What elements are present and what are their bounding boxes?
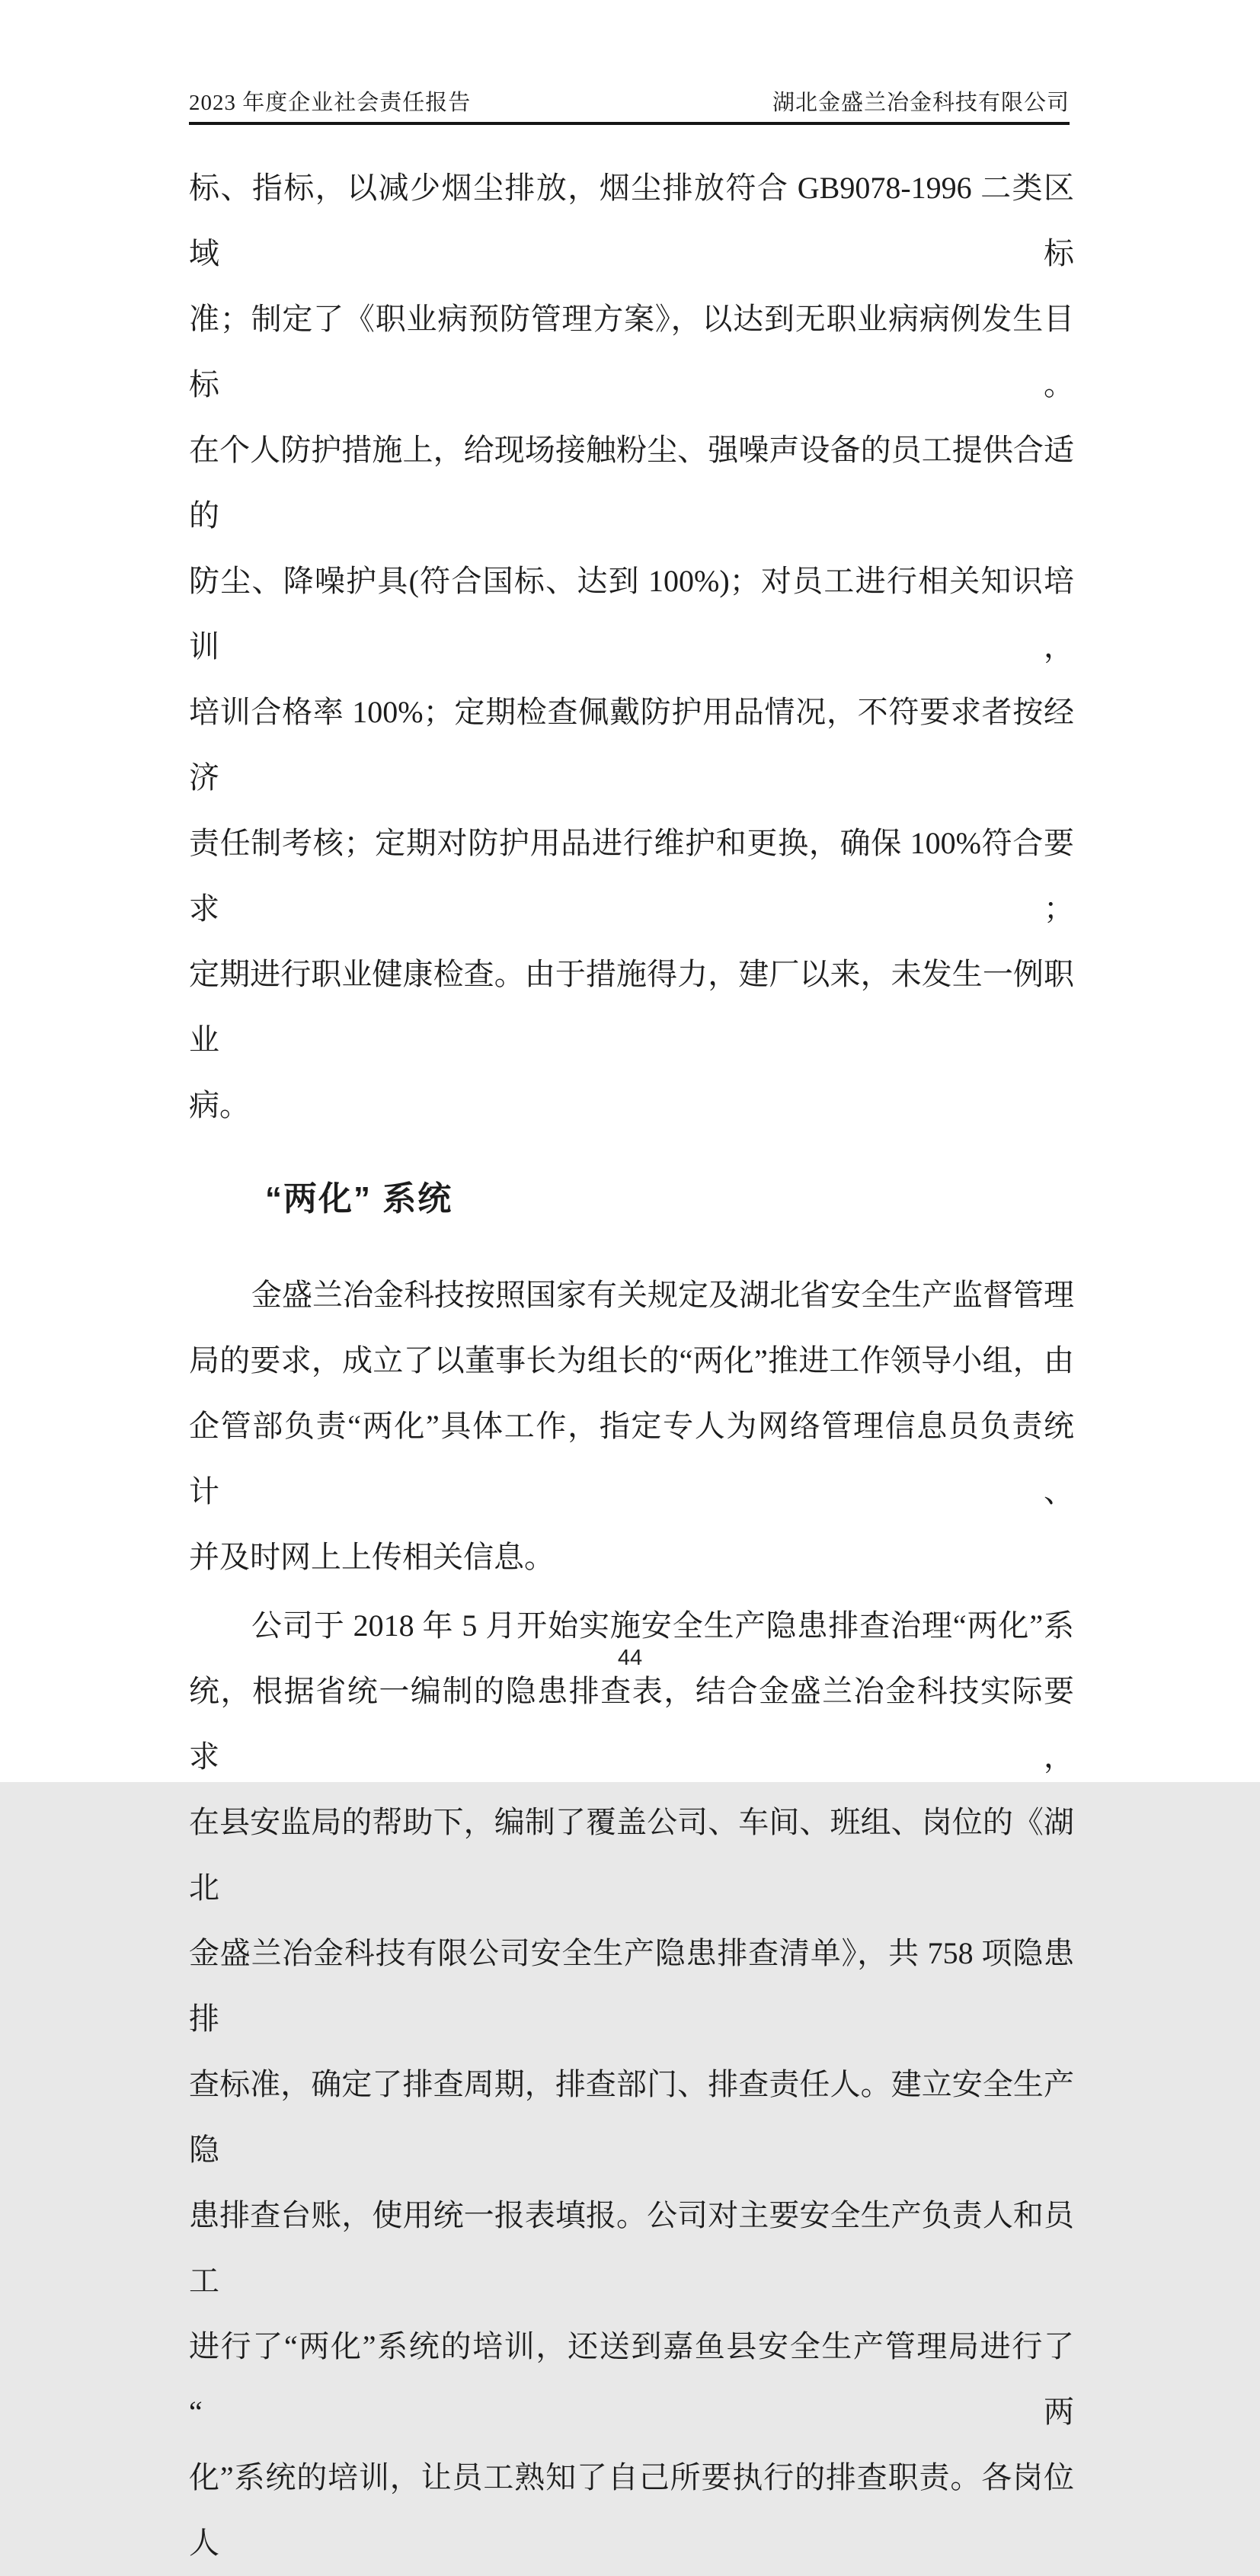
header-report-title: 2023 年度企业社会责任报告 <box>189 91 472 115</box>
text-line: 进行了“两化”系统的培训，还送到嘉鱼县安全生产管理局进行了“两 <box>189 2329 1074 2429</box>
text-line: 统，根据省统一编制的隐患排查表，结合金盛兰冶金科技实际要求， <box>189 1674 1074 1774</box>
text-line: 查标准，确定了排查周期，排查部门、排查责任人。建立安全生产隐 <box>189 2067 1074 2167</box>
paragraph-lianghua-implementation <box>189 1593 1074 2576</box>
page-body <box>189 155 1074 2576</box>
text-line: 公司于 2018 年 5 月开始实施安全生产隐患排查治理“两化”系 <box>251 1608 1074 1643</box>
text-line: 防尘、降噪护具(符合国标、达到 100%)；对员工进行相关知识培训， <box>189 564 1074 664</box>
page-header <box>189 85 1070 125</box>
paragraph-lianghua-leadership <box>189 1262 1074 1590</box>
section-heading-lianghua-system: “两化” 系统 <box>265 1180 453 1218</box>
text-line: 在县安监局的帮助下，编制了覆盖公司、车间、班组、岗位的《湖北 <box>189 1805 1074 1905</box>
text-line: 患排查台账，使用统一报表填报。公司对主要安全生产负责人和员工 <box>189 2198 1074 2298</box>
text-line: 企管部负责“两化”具体工作，指定专人为网络管理信息员负责统计、 <box>189 1409 1074 1509</box>
text-line: 金盛兰冶金科技按照国家有关规定及湖北省安全生产监督管理 <box>251 1278 1074 1312</box>
text-line: 准；制定了《职业病预防管理方案》，以达到无职业病病例发生目标。 <box>189 302 1074 402</box>
text-line: 化”系统的培训，让员工熟知了自己所要执行的排查职责。各岗位人 <box>189 2460 1074 2560</box>
header-company-name: 湖北金盛兰冶金科技有限公司 <box>772 91 1070 115</box>
text-line: 金盛兰冶金科技有限公司安全生产隐患排查清单》，共 758 项隐患排 <box>189 1936 1074 2036</box>
text-line: 培训合格率 100%；定期检查佩戴防护用品情况，不符要求者按经济 <box>189 695 1074 795</box>
paragraph-occupational-health <box>189 155 1074 1138</box>
text-line: 在个人防护措施上，给现场接触粉尘、强噪声设备的员工提供合适的 <box>189 433 1074 533</box>
text-line: 局的要求，成立了以董事长为组长的“两化”推进工作领导小组，由 <box>189 1343 1074 1378</box>
text-line: 病。 <box>189 1088 250 1122</box>
text-line: 定期进行职业健康检查。由于措施得力，建厂以来，未发生一例职业 <box>189 957 1074 1057</box>
text-line: 责任制考核；定期对防护用品进行维护和更换，确保 100%符合要求； <box>189 826 1074 926</box>
text-line: 并及时网上上传相关信息。 <box>189 1540 555 1574</box>
page-number: 44 <box>617 1646 643 1670</box>
text-line: 标、指标，以减少烟尘排放，烟尘排放符合 GB9078-1996 二类区域标 <box>189 171 1074 270</box>
